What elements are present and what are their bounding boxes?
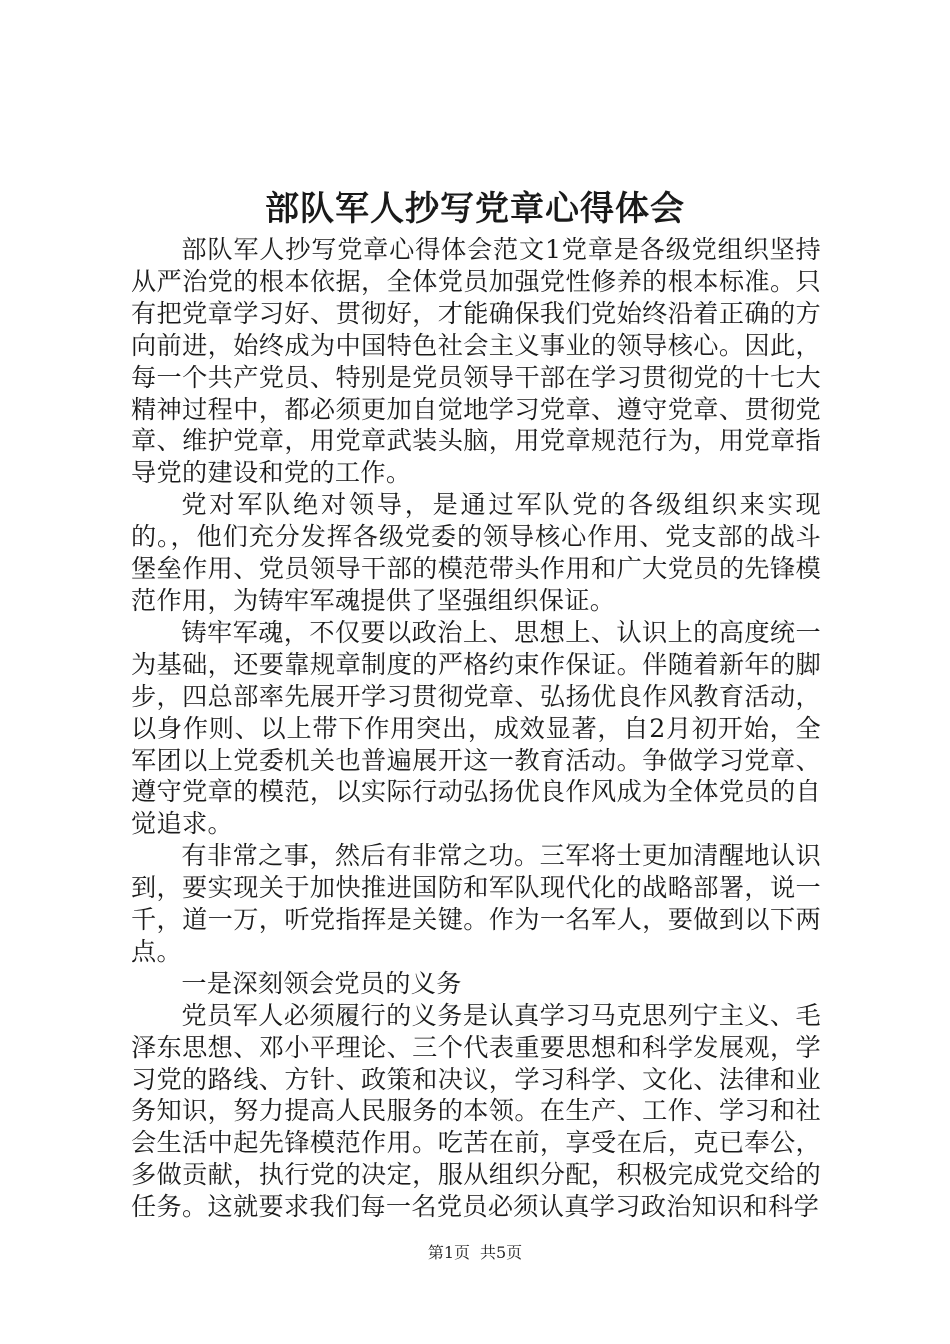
paragraph-3: 铸牢军魂，不仅要以政治上、思想上、认识上的高度统一为基础，还要靠规章制度的严格约束作保证。伴随着新年的脚步，四总部率先展开学习贯彻党章、弘扬优良作风教育活动，以身作则、以上带下作用突出，成效显著，自2月初开始，全军团以上党委机关也普遍展开这一教育活动。争做学习党章、遵守党章的模范，以实际行动弘扬优良作风成为全体党员的自觉追求。: [131, 617, 821, 839]
paragraph-2: 党对军队绝对领导，是通过军队党的各级组织来实现的。，他们充分发挥各级党委的领导核心作用、党支部的战斗堡垒作用、党员领导干部的模范带头作用和广大党员的先锋模范作用，为铸牢军魂提供了坚强组织保证。: [131, 490, 821, 615]
section-heading-1: 一是深刻领会党员的义务: [181, 968, 462, 998]
paragraph-1: 部队军人抄写党章心得体会范文1党章是各级党组织坚持从严治党的根本依据，全体党员加强党性修养的根本标准。只有把党章学习好、贯彻好，才能确保我们党始终沿着正确的方向前进，始终成为中国特色社会主义事业的领导核心。因此，每一个共产党员、特别是党员领导干部在学习贯彻党的十七大精神过程中，都必须更加自觉地学习党章、遵守党章、贯彻党章、维护党章，用党章武装头脑，用党章规范行为，用党章指导党的建设和党的工作。: [131, 235, 821, 488]
paragraph-5: 党员军人必须履行的义务是认真学习马克思列宁主义、毛泽东思想、邓小平理论、三个代表重要思想和科学发展观，学习党的路线、方针、政策和决议，学习科学、文化、法律和业务知识，努力提高人民服务的本领。在生产、工作、学习和社会生活中起先锋模范作用。吃苦在前，享受在后，克已奉公，多做贡献，执行党的决定，服从组织分配，积极完成党交给的任务。这就要求我们每一名党员必须认真学习政治知识和科学: [131, 1000, 821, 1222]
document-title: 部队军人抄写党章心得体会: [265, 189, 685, 229]
page-number: 第1页: [427, 1243, 470, 1262]
paragraph-4: 有非常之事，然后有非常之功。三军将士更加清醒地认识到，要实现关于加快推进国防和军队现代化的战略部署，说一千，道一万，听党指挥是关键。作为一名军人，要做到以下两点。: [131, 841, 821, 966]
document-body: [131, 234, 821, 1223]
page-footer: [0, 1243, 950, 1263]
page-count: 共5页: [480, 1243, 523, 1262]
